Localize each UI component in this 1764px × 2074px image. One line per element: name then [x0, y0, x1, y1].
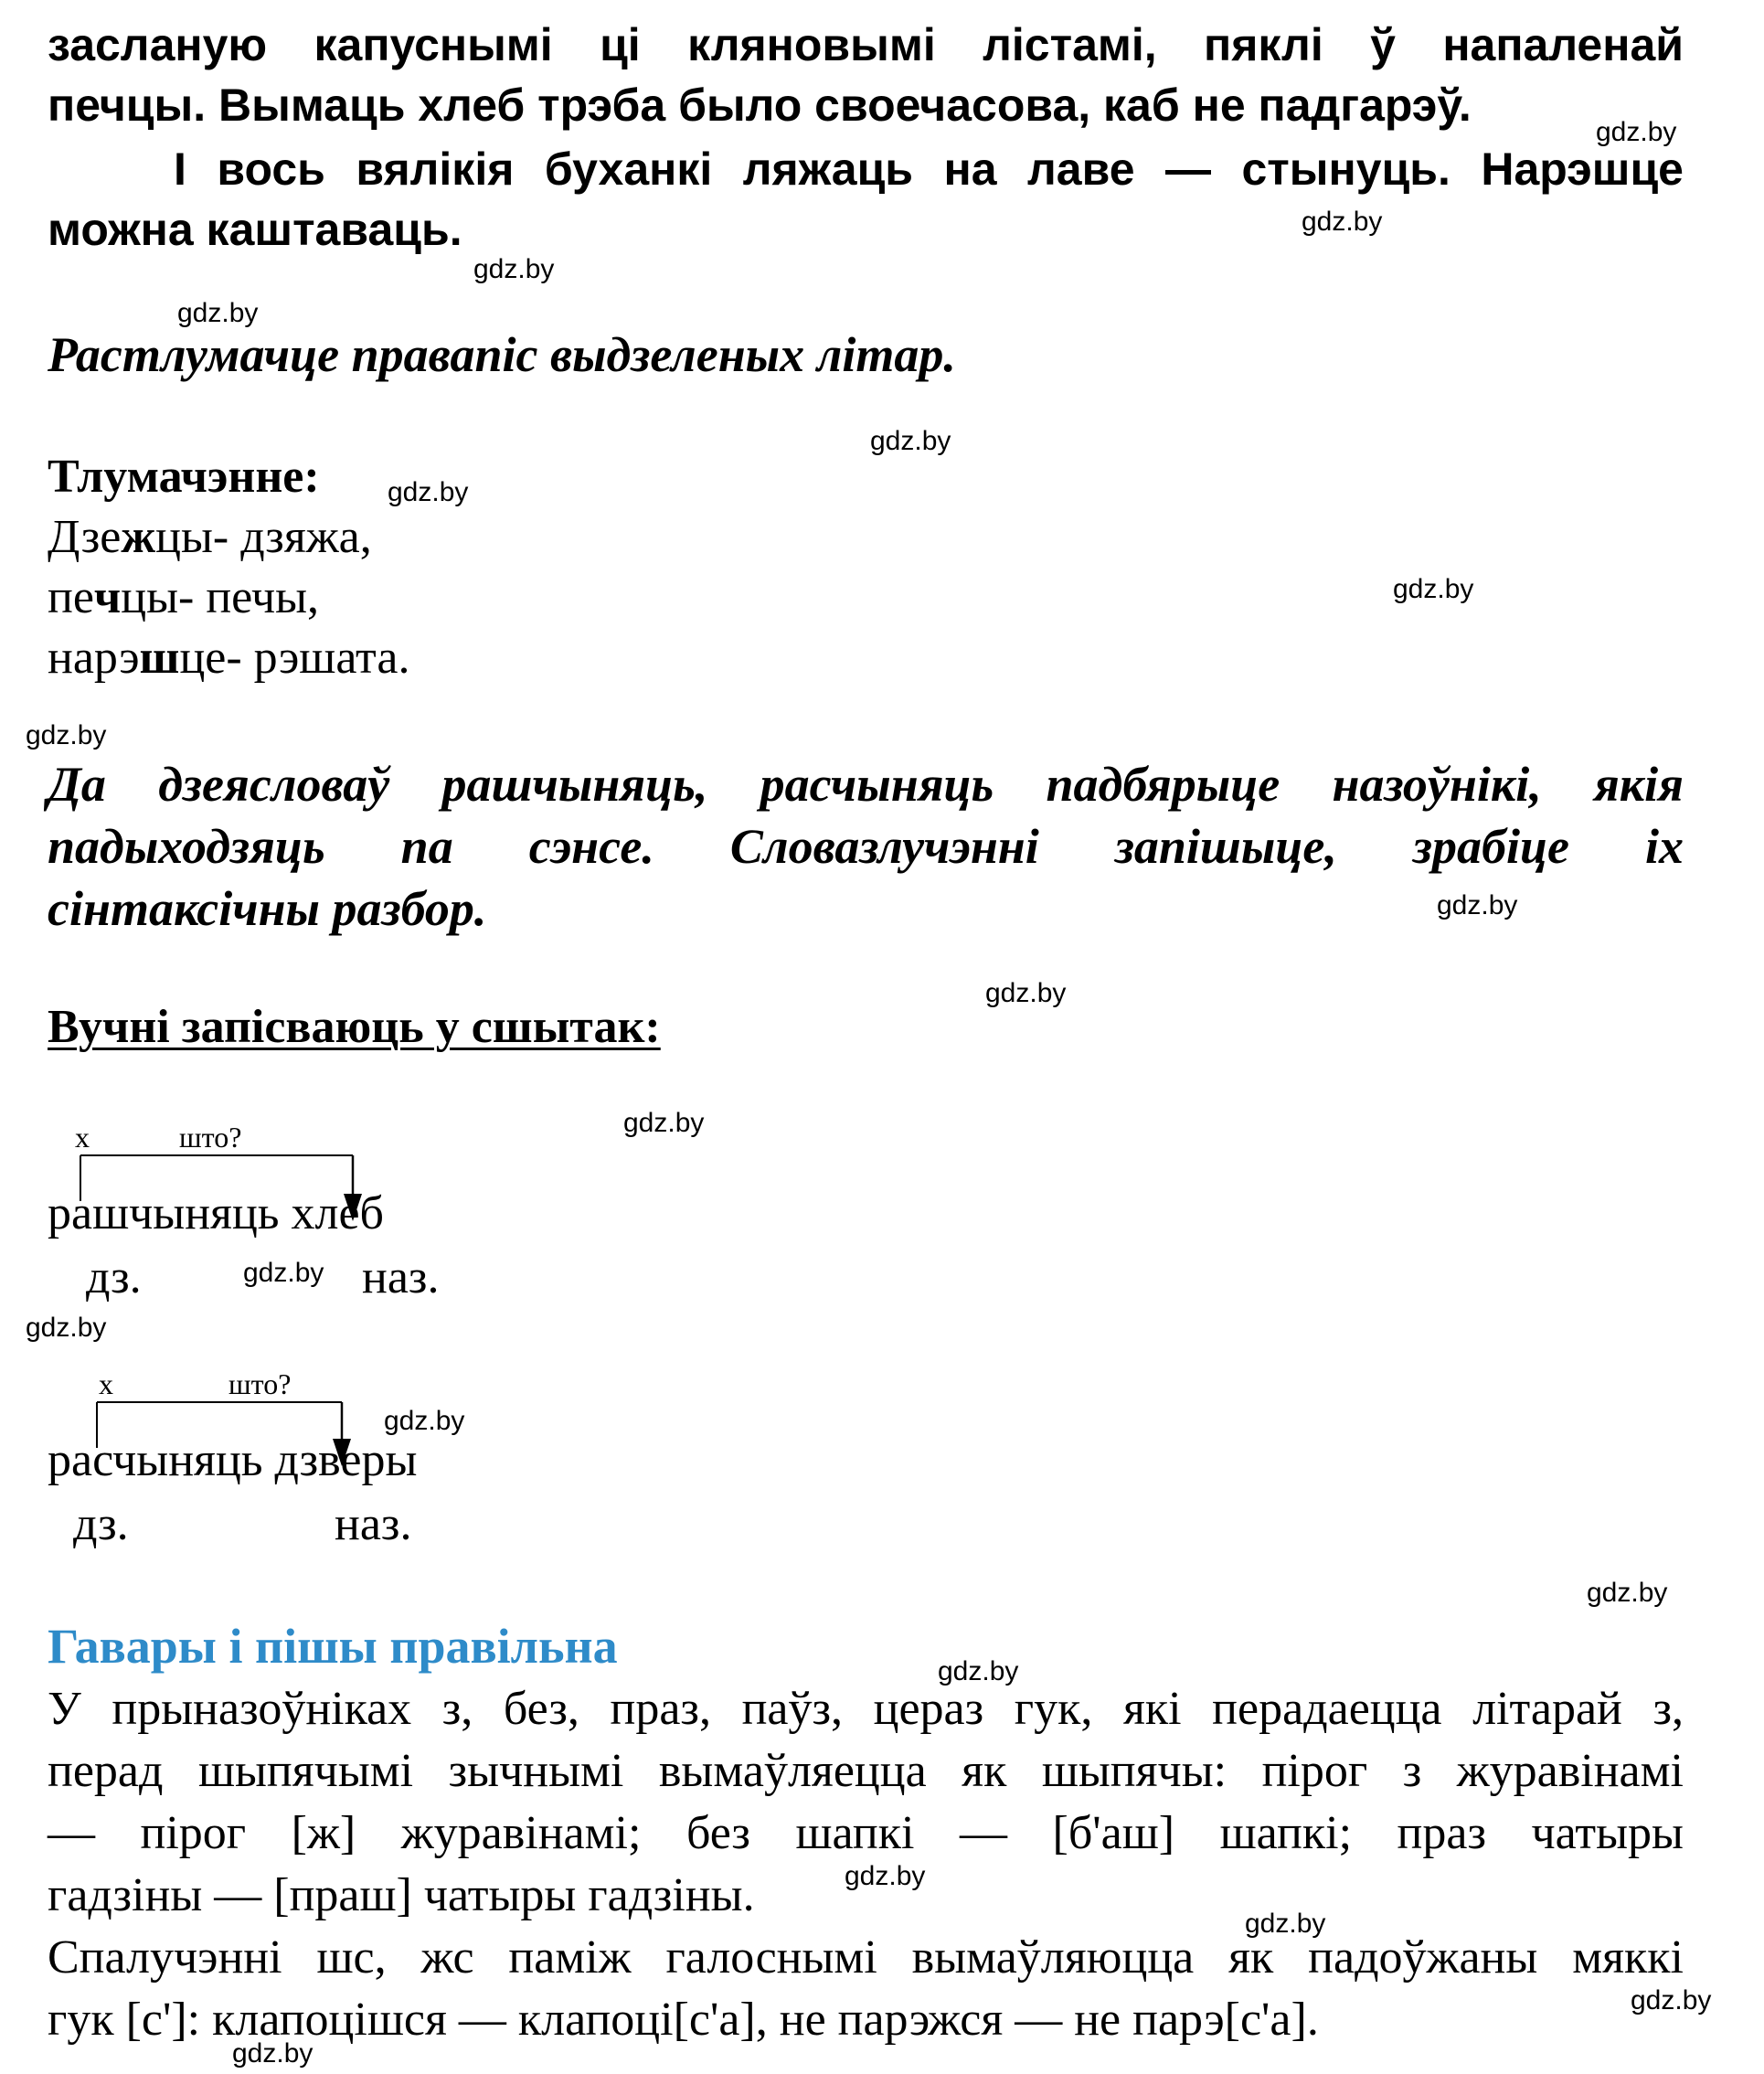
- part-of-speech: дз.: [86, 1251, 142, 1303]
- watermark: gdz.by: [1393, 574, 1474, 604]
- watermark: gdz.by: [938, 1656, 1019, 1686]
- watermark: gdz.by: [388, 477, 469, 507]
- rule-line: Спалучэнні шс, жс паміж галоснымі вымаўляюцца як падоўжаны мяккі: [48, 1931, 1684, 1984]
- watermark: gdz.by: [1302, 207, 1383, 237]
- watermark: gdz.by: [26, 720, 107, 750]
- watermark: gdz.by: [177, 298, 259, 328]
- rule-line: — пірог [ж] журавінамі; без шапкі — [б'аш] шапкі; праз чатыры: [48, 1807, 1684, 1859]
- section-heading: Гавары і пішы правільна: [48, 1619, 618, 1674]
- task-instruction: сінтаксічны разбор.: [48, 881, 487, 936]
- text-line: печцы. Вымаць хлеб трэба было своечасова, каб не падгарэў.: [48, 80, 1472, 131]
- watermark: gdz.by: [845, 1861, 926, 1891]
- notebook-heading: Вучні запісваюць у сшытак:: [48, 1001, 661, 1053]
- watermark: gdz.by: [1631, 1985, 1712, 2016]
- part-of-speech: наз.: [335, 1498, 412, 1550]
- watermark: gdz.by: [623, 1108, 705, 1138]
- phrase-question: што?: [179, 1121, 242, 1154]
- rule-line: У прыназоўніках з, без, праз, паўз, цераз гук, які перадаецца літарай з,: [48, 1683, 1684, 1735]
- rule-line: гадзіны — [праш] чатыры гадзіны.: [48, 1869, 755, 1921]
- phrase-x-label: х: [99, 1367, 113, 1400]
- text-line: засланую капуснымі ці кляновымі лістамі, пяклі ў напаленай: [48, 19, 1684, 70]
- watermark: gdz.by: [26, 1313, 107, 1343]
- rule-line: перад шыпячымі зычнымі вымаўляецца як шыпячы: пірог з журавінамі: [48, 1745, 1684, 1797]
- watermark: gdz.by: [473, 254, 555, 284]
- text-line: можна каштаваць.: [48, 204, 462, 255]
- part-of-speech: наз.: [362, 1251, 440, 1303]
- rule-line: гук [с']: клапоцішся — клапоці[с'а], не парэжся — не парэ[с'а].: [48, 1994, 1319, 2046]
- task-instruction: Растлумачце правапіс выдзеленых літар.: [48, 327, 956, 382]
- phrase-question: што?: [228, 1367, 292, 1400]
- explanation-item: нарэшце- рэшата.: [48, 632, 410, 684]
- phrase-x-label: х: [75, 1121, 90, 1154]
- watermark: gdz.by: [1587, 1578, 1668, 1608]
- phrase-words: рашчыняць хлеб: [48, 1187, 384, 1239]
- task-instruction: Да дзеясловаў рашчыняць, расчыняць падбярыце назоўнікі, якія: [48, 757, 1684, 812]
- text-line: І вось вялікія буханкі ляжаць на лаве — стынуць. Нарэшце: [174, 144, 1684, 195]
- watermark: gdz.by: [1437, 890, 1518, 920]
- watermark: gdz.by: [384, 1406, 465, 1436]
- explanation-title: Тлумачэнне:: [48, 451, 320, 503]
- watermark: gdz.by: [243, 1258, 324, 1288]
- phrase-words: расчыняць дзверы: [48, 1434, 418, 1486]
- explanation-item: печцы- печы,: [48, 571, 320, 623]
- part-of-speech: дз.: [73, 1498, 129, 1550]
- watermark: gdz.by: [1245, 1909, 1326, 1939]
- watermark: gdz.by: [1596, 117, 1677, 147]
- watermark: gdz.by: [870, 426, 951, 456]
- explanation-item: Дзежцы- дзяжа,: [48, 511, 372, 563]
- watermark: gdz.by: [985, 978, 1067, 1008]
- task-instruction: падыходзяць па сэнсе. Словазлучэнні запішыце, зрабіце іх: [48, 819, 1684, 874]
- watermark: gdz.by: [232, 2038, 313, 2069]
